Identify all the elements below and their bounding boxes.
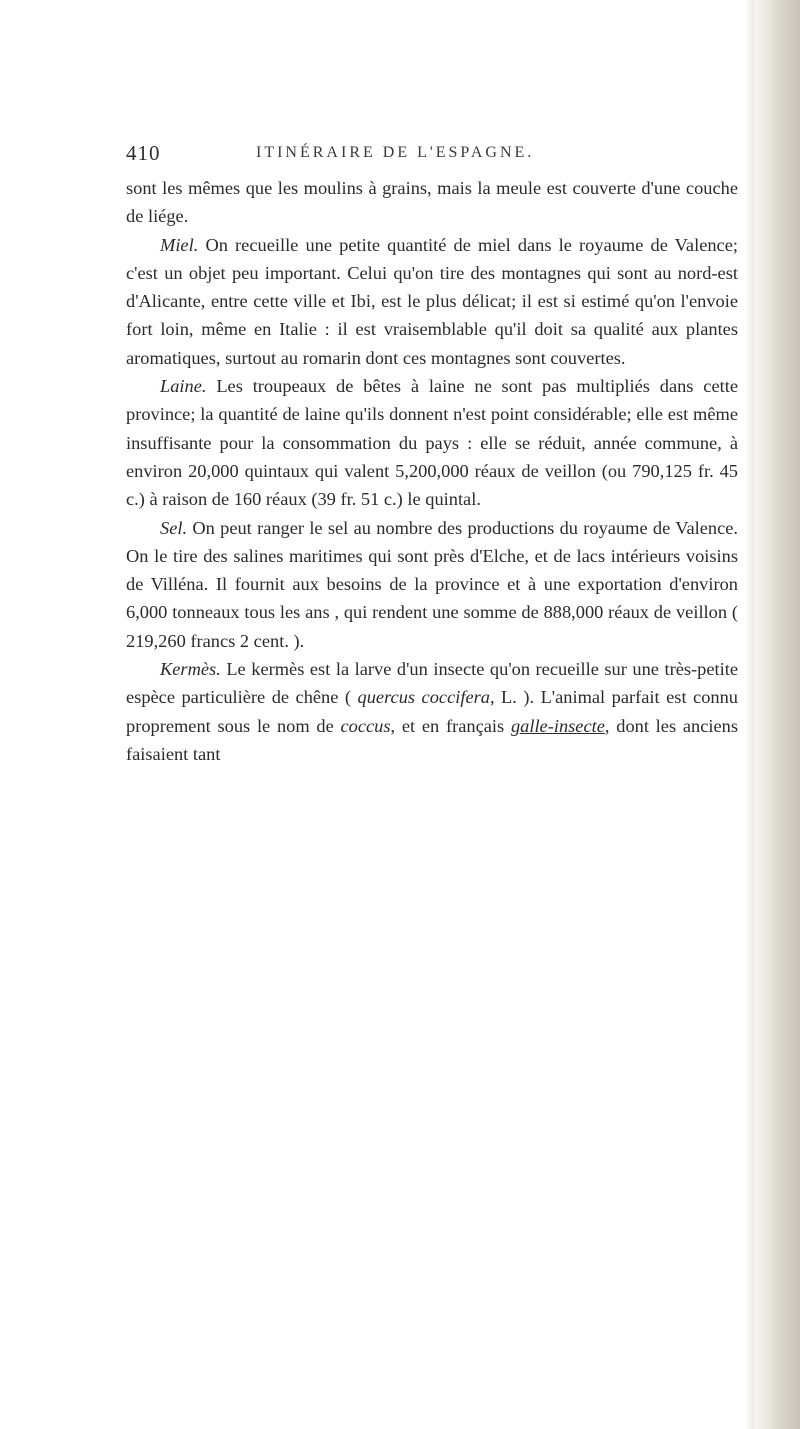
page-gutter-shadow [744,0,754,1429]
body-text [126,174,738,768]
paragraph-sel [126,514,738,655]
paragraph-lead-word: Miel. [160,234,199,255]
page-header [126,141,726,171]
species-name: quercus coccifera [357,687,490,708]
paragraph-text: Le kermès est la larve d'un insecte qu'on recueille sur une très-petite espèce particulière de chêne ( [126,659,738,708]
paragraph-lead-word: Laine. [160,376,207,397]
paragraph-text: On recueille une petite quantité de miel dans le royaume de Valence; c'est un objet peu important. Celui qu'on tire des montagnes qui sont au nord-est d'Alicante, entre cette ville et Ibi, est le plus délicat; il est si estimé qu'on l'envoie fort loin, même en Italie : il est vraisemblable qu'il doit sa qualité aux plantes aromatiques, surtout au romarin dont ces montagnes sont couvertes. [126,234,738,368]
paragraph-lead-word: Sel. [160,517,188,538]
paragraph-text: Les troupeaux de bêtes à laine ne sont pas multipliés dans cette province; la quantité de laine qu'ils donnent n'est point considérable; elle est même insuffisante pour la consommation du pays : elle se réduit, année commune, à environ 20,000 quintaux qui valent 5,200,000 réaux de veillon (ou 790,125 fr. 45 c.) à raison de 160 réaux (39 fr. 51 c.) le quintal. [126,376,738,510]
paragraph-text: On peut ranger le sel au nombre des productions du royaume de Valence. On le tire des salines maritimes qui sont près d'Elche, et de lacs intérieurs voisins de Villéna. Il fournit aux besoins de la province et à une exportation d'environ 6,000 tonneaux tous les ans , qui rendent une somme de 888,000 réaux de veillon ( 219,260 francs 2 cent. ). [126,517,738,651]
genus-name: coccus [340,715,391,736]
paragraph-kermes [126,655,738,768]
paragraph-text: , et en français [390,715,511,736]
paragraph-lead-word: Kermès. [160,659,221,680]
paragraph-laine [126,372,738,513]
page-edge [754,0,800,1429]
paragraph-text: , L. ). L'animal parfait est connu proprement sous le nom de [126,687,738,736]
paragraph-continuation: sont les mêmes que les moulins à grains, mais la meule est couverte d'une couche de liége. [126,178,738,227]
french-term: galle-insecte [510,715,605,736]
paragraph-text: , dont les anciens faisaient tant [126,715,738,764]
page-number: 410 [126,141,161,165]
running-title: ITINÉRAIRE DE L'ESPAGNE. [256,144,535,161]
paragraph-miel [126,231,738,372]
